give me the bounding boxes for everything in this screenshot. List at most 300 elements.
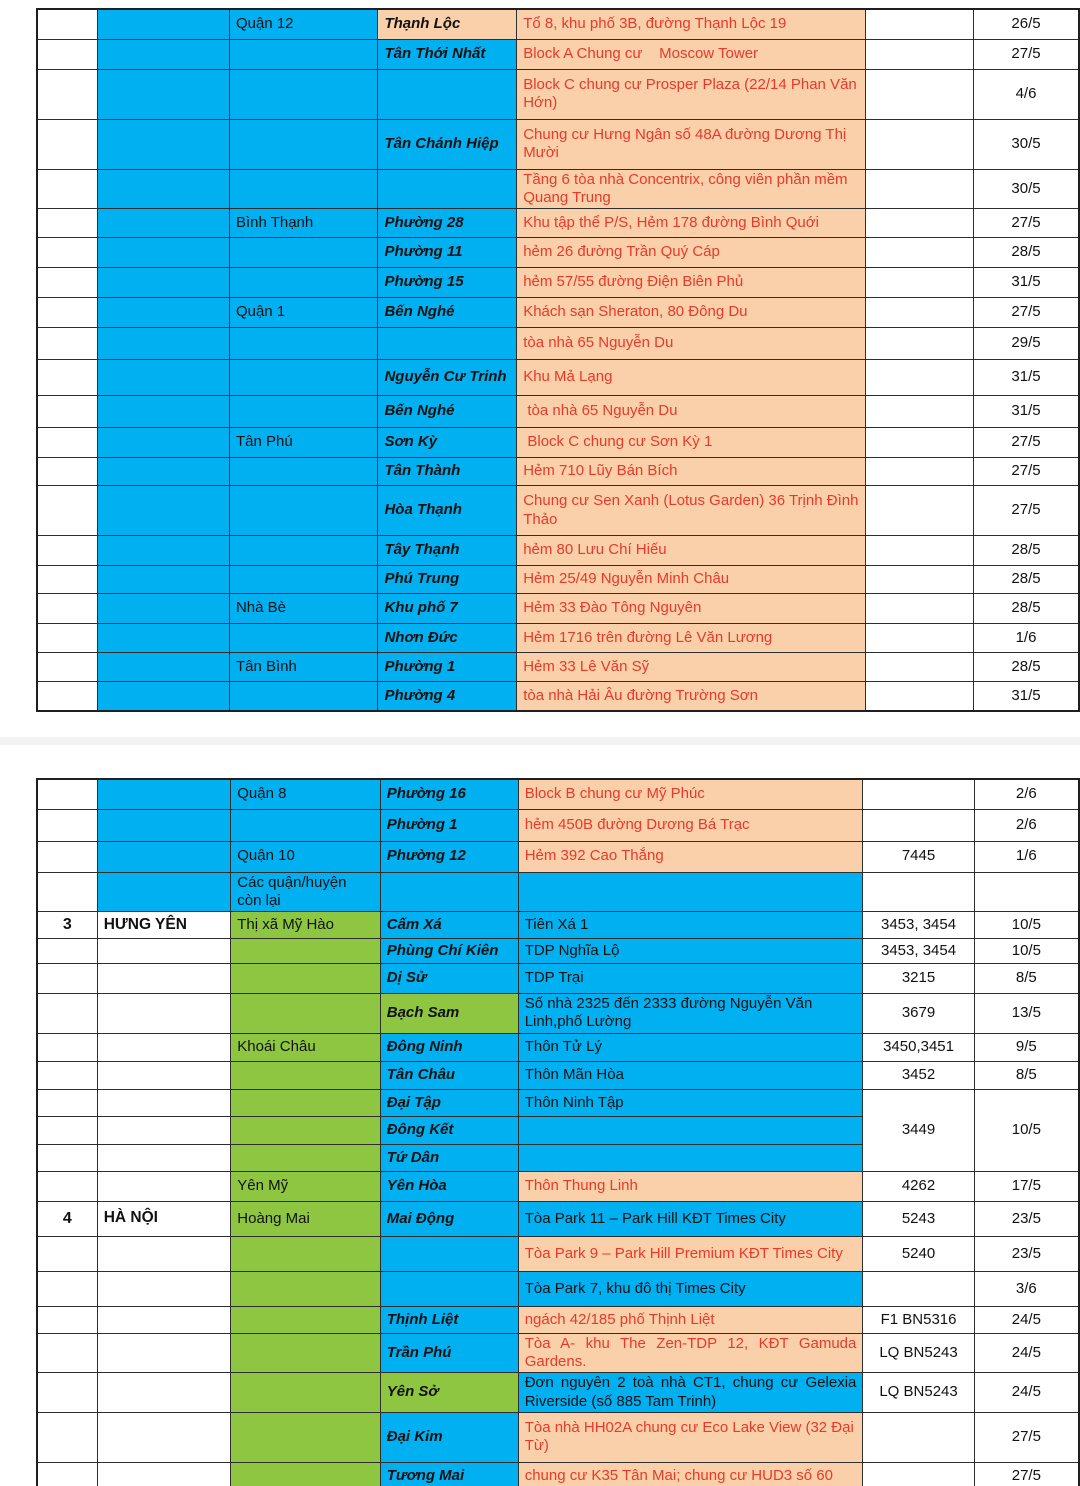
address-cell: Thôn Tử Lý	[518, 1033, 863, 1061]
ward-cell: Tứ Dân	[380, 1144, 518, 1171]
table-row	[37, 1201, 1079, 1236]
province-cell	[97, 119, 229, 169]
table-row	[37, 268, 1079, 298]
province-cell	[97, 1306, 231, 1333]
index-cell	[37, 486, 97, 536]
ward-cell: Tây Thạnh	[378, 536, 517, 566]
date-cell: 28/5	[974, 594, 1080, 624]
date-cell: 31/5	[974, 268, 1080, 298]
address-cell: hẻm 57/55 đường Điện Biên Phủ	[517, 268, 865, 298]
ward-cell	[378, 69, 517, 119]
districts-table-section-2	[36, 778, 1080, 1486]
index-cell	[37, 1306, 97, 1333]
province-cell: HƯNG YÊN	[97, 912, 231, 939]
code-cell: LQ BN5243	[863, 1373, 974, 1413]
table-row	[37, 964, 1079, 994]
province-cell	[97, 169, 229, 209]
table-row	[37, 69, 1079, 119]
ward-cell: Đại Tập	[380, 1089, 518, 1116]
table-row	[37, 779, 1079, 809]
table-row	[37, 1333, 1079, 1373]
province-cell	[97, 1271, 231, 1306]
district-cell	[229, 69, 378, 119]
date-cell: 29/5	[974, 328, 1080, 360]
code-cell	[863, 809, 974, 841]
address-cell: Khu Mả Lạng	[517, 360, 865, 396]
code-cell: 5240	[863, 1236, 974, 1271]
district-cell: Các quận/huyện còn lại	[231, 872, 380, 912]
index-cell	[37, 119, 97, 169]
index-cell	[37, 594, 97, 624]
table-row	[37, 682, 1079, 711]
code-cell	[863, 1271, 974, 1306]
index-cell	[37, 169, 97, 209]
address-cell: Tòa Park 7, khu đô thị Times City	[518, 1271, 863, 1306]
code-cell	[865, 119, 973, 169]
table-row	[37, 624, 1079, 653]
district-cell	[229, 169, 378, 209]
district-cell	[231, 1373, 380, 1413]
date-cell: 3/6	[974, 1271, 1079, 1306]
index-cell	[37, 964, 97, 994]
ward-cell: Đại Kim	[380, 1412, 518, 1462]
province-cell	[97, 1144, 231, 1171]
table-row	[37, 360, 1079, 396]
code-cell	[865, 486, 973, 536]
address-cell: TDP Nghĩa Lộ	[518, 939, 863, 964]
district-cell: Tân Phú	[229, 428, 378, 458]
table-row	[37, 566, 1079, 594]
district-cell	[231, 1061, 380, 1089]
ward-cell: Phú Trung	[378, 566, 517, 594]
ward-cell	[380, 1271, 518, 1306]
date-cell: 24/5	[974, 1306, 1079, 1333]
province-cell	[97, 1089, 231, 1116]
code-cell: 7445	[863, 841, 974, 872]
address-cell: Hẻm 710 Lũy Bán Bích	[517, 458, 865, 486]
address-cell: Block C chung cư Sơn Kỳ 1	[517, 428, 865, 458]
date-cell: 23/5	[974, 1236, 1079, 1271]
index-cell	[37, 298, 97, 328]
date-cell: 1/6	[974, 624, 1080, 653]
date-cell: 27/5	[974, 458, 1080, 486]
table-row	[37, 1373, 1079, 1413]
ward-cell	[380, 1236, 518, 1271]
ward-cell: Bạch Sam	[380, 994, 518, 1034]
province-cell	[97, 566, 229, 594]
date-cell: 27/5	[974, 39, 1080, 69]
index-cell	[37, 1171, 97, 1201]
province-cell	[97, 1412, 231, 1462]
district-cell: Bình Thạnh	[229, 209, 378, 238]
date-cell: 1/6	[974, 841, 1079, 872]
index-cell	[37, 994, 97, 1034]
index-cell	[37, 1271, 97, 1306]
ward-cell: Phường 16	[380, 779, 518, 809]
province-cell	[97, 1236, 231, 1271]
index-cell	[37, 328, 97, 360]
code-cell	[865, 9, 973, 39]
district-cell	[229, 458, 378, 486]
index-cell	[37, 1236, 97, 1271]
index-cell	[37, 268, 97, 298]
district-cell	[229, 486, 378, 536]
ward-cell: Đông Kết	[380, 1116, 518, 1144]
code-cell	[865, 536, 973, 566]
ward-cell: Nhơn Đức	[378, 624, 517, 653]
province-cell	[97, 69, 229, 119]
index-cell	[37, 841, 97, 872]
date-cell: 31/5	[974, 360, 1080, 396]
districts-table-section-1	[36, 8, 1080, 712]
province-cell: HÀ NỘI	[97, 1201, 231, 1236]
index-cell	[37, 1089, 97, 1116]
province-cell	[97, 872, 231, 912]
district-cell	[231, 939, 380, 964]
address-cell: tòa nhà 65 Nguyễn Du	[517, 396, 865, 428]
code-cell	[865, 39, 973, 69]
district-cell: Thị xã Mỹ Hào	[231, 912, 380, 939]
table-row	[37, 396, 1079, 428]
province-cell	[97, 396, 229, 428]
code-cell	[865, 396, 973, 428]
ward-cell: Tân Thới Nhất	[378, 39, 517, 69]
code-cell: 3453, 3454	[863, 912, 974, 939]
province-cell	[97, 653, 229, 682]
code-cell: 3449	[863, 1089, 974, 1171]
province-cell	[97, 594, 229, 624]
index-cell	[37, 1462, 97, 1486]
ward-cell: Đông Ninh	[380, 1033, 518, 1061]
district-cell	[229, 536, 378, 566]
address-cell: Block A Chung cư Moscow Tower	[517, 39, 865, 69]
code-cell: F1 BN5316	[863, 1306, 974, 1333]
date-cell: 28/5	[974, 653, 1080, 682]
code-cell: 3452	[863, 1061, 974, 1089]
district-cell: Hoàng Mai	[231, 1201, 380, 1236]
ward-cell: Phường 4	[378, 682, 517, 711]
address-cell	[518, 872, 863, 912]
address-cell: Thôn Mãn Hòa	[518, 1061, 863, 1089]
index-cell	[37, 1033, 97, 1061]
address-cell: Khu tập thể P/S, Hẻm 178 đường Bình Quới	[517, 209, 865, 238]
table-row	[37, 428, 1079, 458]
code-cell	[865, 209, 973, 238]
date-cell: 26/5	[974, 9, 1080, 39]
date-cell: 24/5	[974, 1333, 1079, 1373]
province-cell	[97, 536, 229, 566]
index-cell	[37, 1333, 97, 1373]
province-cell	[97, 9, 229, 39]
address-cell: Chung cư Sen Xanh (Lotus Garden) 36 Trịnh Đình Thảo	[517, 486, 865, 536]
index-cell	[37, 536, 97, 566]
code-cell	[865, 458, 973, 486]
address-cell: hẻm 80 Lưu Chí Hiếu	[517, 536, 865, 566]
table-row	[37, 1236, 1079, 1271]
ward-cell: Phường 28	[378, 209, 517, 238]
code-cell	[863, 1412, 974, 1462]
district-cell	[229, 396, 378, 428]
province-cell	[97, 209, 229, 238]
table-row	[37, 1089, 1079, 1116]
district-cell	[231, 1236, 380, 1271]
table-row	[37, 39, 1079, 69]
ward-cell: Tân Chánh Hiệp	[378, 119, 517, 169]
district-cell	[231, 1144, 380, 1171]
code-cell	[865, 428, 973, 458]
date-cell: 28/5	[974, 238, 1080, 268]
ward-cell: Cấm Xá	[380, 912, 518, 939]
index-cell	[37, 360, 97, 396]
address-cell: Hẻm 33 Đào Tông Nguyên	[517, 594, 865, 624]
district-cell: Quận 8	[231, 779, 380, 809]
table-row	[37, 939, 1079, 964]
address-cell: Tòa A- khu The Zen-TDP 12, KĐT Gamuda Gardens.	[518, 1333, 863, 1373]
province-cell	[97, 779, 231, 809]
index-cell	[37, 209, 97, 238]
province-cell	[97, 1061, 231, 1089]
code-cell: 3679	[863, 994, 974, 1034]
table-row	[37, 458, 1079, 486]
address-cell: Hẻm 392 Cao Thắng	[518, 841, 863, 872]
ward-cell: Tân Châu	[380, 1061, 518, 1089]
ward-cell	[378, 328, 517, 360]
date-cell: 8/5	[974, 1061, 1079, 1089]
date-cell: 10/5	[974, 1089, 1079, 1171]
index-cell	[37, 238, 97, 268]
code-cell	[865, 594, 973, 624]
table-row	[37, 912, 1079, 939]
index-cell: 4	[37, 1201, 97, 1236]
index-cell	[37, 1373, 97, 1413]
district-cell	[231, 964, 380, 994]
index-cell	[37, 69, 97, 119]
date-cell: 27/5	[974, 428, 1080, 458]
ward-cell: Tân Thành	[378, 458, 517, 486]
ward-cell: Thạnh Lộc	[378, 9, 517, 39]
address-cell: Tòa nhà HH02A chung cư Eco Lake View (32 Đại Từ)	[518, 1412, 863, 1462]
district-cell	[231, 1089, 380, 1116]
province-cell	[97, 328, 229, 360]
province-cell	[97, 1116, 231, 1144]
district-cell: Khoái Châu	[231, 1033, 380, 1061]
ward-cell: Nguyễn Cư Trinh	[378, 360, 517, 396]
index-cell	[37, 458, 97, 486]
date-cell: 27/5	[974, 209, 1080, 238]
district-cell	[231, 1271, 380, 1306]
index-cell	[37, 566, 97, 594]
district-cell	[229, 624, 378, 653]
address-cell: Khách sạn Sheraton, 80 Đông Du	[517, 298, 865, 328]
code-cell: LQ BN5243	[863, 1333, 974, 1373]
address-cell: Hẻm 25/49 Nguyễn Minh Châu	[517, 566, 865, 594]
date-cell: 13/5	[974, 994, 1079, 1034]
table-row	[37, 536, 1079, 566]
ward-cell: Dị Sử	[380, 964, 518, 994]
address-cell: Chung cư Hưng Ngân số 48A đường Dương Thị Mười	[517, 119, 865, 169]
district-cell: Nhà Bè	[229, 594, 378, 624]
table-row	[37, 653, 1079, 682]
code-cell	[865, 682, 973, 711]
index-cell	[37, 939, 97, 964]
date-cell: 28/5	[974, 566, 1080, 594]
table-row	[37, 1462, 1079, 1486]
table-row	[37, 594, 1079, 624]
district-cell	[231, 1333, 380, 1373]
code-cell	[865, 238, 973, 268]
address-cell: TDP Trại	[518, 964, 863, 994]
district-cell: Quận 12	[229, 9, 378, 39]
date-cell: 9/5	[974, 1033, 1079, 1061]
address-cell: tòa nhà Hải Âu đường Trường Sơn	[517, 682, 865, 711]
province-cell	[97, 841, 231, 872]
date-cell: 27/5	[974, 486, 1080, 536]
date-cell: 2/6	[974, 809, 1079, 841]
province-cell	[97, 964, 231, 994]
table-row	[37, 1061, 1079, 1089]
code-cell	[865, 653, 973, 682]
district-cell	[229, 119, 378, 169]
code-cell	[865, 298, 973, 328]
ward-cell: Phường 1	[380, 809, 518, 841]
district-cell: Yên Mỹ	[231, 1171, 380, 1201]
code-cell: 3450,3451	[863, 1033, 974, 1061]
address-cell: tòa nhà 65 Nguyễn Du	[517, 328, 865, 360]
ward-cell: Phường 15	[378, 268, 517, 298]
table-row	[37, 809, 1079, 841]
province-cell	[97, 268, 229, 298]
index-cell: 3	[37, 912, 97, 939]
ward-cell: Phường 1	[378, 653, 517, 682]
code-cell	[863, 872, 974, 912]
date-cell: 17/5	[974, 1171, 1079, 1201]
code-cell	[865, 566, 973, 594]
address-cell: Thôn Ninh Tập	[518, 1089, 863, 1116]
address-cell: Đơn nguyên 2 toà nhà CT1, chung cư Gelexia Riverside (số 885 Tam Trinh)	[518, 1373, 863, 1413]
code-cell: 3453, 3454	[863, 939, 974, 964]
address-cell: Block C chung cư Prosper Plaza (22/14 Phan Văn Hớn)	[517, 69, 865, 119]
date-cell: 23/5	[974, 1201, 1079, 1236]
province-cell	[97, 809, 231, 841]
index-cell	[37, 624, 97, 653]
district-cell	[229, 566, 378, 594]
code-cell	[865, 268, 973, 298]
address-cell: chung cư K35 Tân Mai; chung cư HUD3 số 60	[518, 1462, 863, 1486]
table-row	[37, 1306, 1079, 1333]
province-cell	[97, 1373, 231, 1413]
code-cell	[865, 69, 973, 119]
date-cell: 30/5	[974, 119, 1080, 169]
ward-cell: Mai Động	[380, 1201, 518, 1236]
code-cell	[865, 624, 973, 653]
ward-cell: Trần Phú	[380, 1333, 518, 1373]
ward-cell: Khu phố 7	[378, 594, 517, 624]
address-cell: Tầng 6 tòa nhà Concentrix, công viên phần mềm Quang Trung	[517, 169, 865, 209]
table-row	[37, 169, 1079, 209]
index-cell	[37, 1061, 97, 1089]
table-row	[37, 328, 1079, 360]
province-cell	[97, 486, 229, 536]
ward-cell: Bến Nghé	[378, 396, 517, 428]
table-row	[37, 209, 1079, 238]
province-cell	[97, 1033, 231, 1061]
ward-cell: Tương Mai	[380, 1462, 518, 1486]
province-cell	[97, 1462, 231, 1486]
district-cell	[231, 1306, 380, 1333]
date-cell: 27/5	[974, 298, 1080, 328]
ward-cell	[380, 872, 518, 912]
address-cell: hẻm 26 đường Trần Quý Cáp	[517, 238, 865, 268]
province-cell	[97, 1171, 231, 1201]
index-cell	[37, 809, 97, 841]
district-cell	[231, 1412, 380, 1462]
address-cell: hẻm 450B đường Dương Bá Trạc	[518, 809, 863, 841]
province-cell	[97, 360, 229, 396]
code-cell: 5243	[863, 1201, 974, 1236]
district-cell	[229, 39, 378, 69]
table-row	[37, 841, 1079, 872]
address-cell: Tiên Xá 1	[518, 912, 863, 939]
index-cell	[37, 9, 97, 39]
ward-cell: Yên Hòa	[380, 1171, 518, 1201]
code-cell	[865, 169, 973, 209]
district-cell: Quận 1	[229, 298, 378, 328]
address-cell: Tổ 8, khu phố 3B, đường Thạnh Lộc 19	[517, 9, 865, 39]
index-cell	[37, 653, 97, 682]
date-cell: 4/6	[974, 69, 1080, 119]
ward-cell: Yên Sở	[380, 1373, 518, 1413]
province-cell	[97, 682, 229, 711]
province-cell	[97, 298, 229, 328]
district-cell	[229, 328, 378, 360]
ward-cell: Thịnh Liệt	[380, 1306, 518, 1333]
date-cell: 31/5	[974, 396, 1080, 428]
ward-cell: Phường 11	[378, 238, 517, 268]
ward-cell: Phường 12	[380, 841, 518, 872]
table-row	[37, 994, 1079, 1034]
province-cell	[97, 939, 231, 964]
table-row	[37, 1033, 1079, 1061]
address-cell: Hẻm 1716 trên đường Lê Văn Lương	[517, 624, 865, 653]
district-cell	[229, 238, 378, 268]
province-cell	[97, 458, 229, 486]
district-cell	[229, 682, 378, 711]
index-cell	[37, 779, 97, 809]
address-cell: Tòa Park 9 – Park Hill Premium KĐT Times City	[518, 1236, 863, 1271]
index-cell	[37, 428, 97, 458]
table-row	[37, 9, 1079, 39]
address-cell: Hẻm 33 Lê Văn Sỹ	[517, 653, 865, 682]
district-cell	[231, 1462, 380, 1486]
table-row	[37, 298, 1079, 328]
index-cell	[37, 1412, 97, 1462]
address-cell: Số nhà 2325 đến 2333 đường Nguyễn Văn Linh,phố Lường	[518, 994, 863, 1034]
date-cell: 10/5	[974, 939, 1079, 964]
province-cell	[97, 238, 229, 268]
address-cell	[518, 1116, 863, 1144]
date-cell	[974, 872, 1079, 912]
district-cell	[229, 360, 378, 396]
table-row	[37, 238, 1079, 268]
table-row	[37, 872, 1079, 912]
table-row	[37, 486, 1079, 536]
index-cell	[37, 396, 97, 428]
table-row	[37, 1412, 1079, 1462]
code-cell	[865, 328, 973, 360]
ward-cell	[378, 169, 517, 209]
date-cell: 8/5	[974, 964, 1079, 994]
code-cell: 3215	[863, 964, 974, 994]
